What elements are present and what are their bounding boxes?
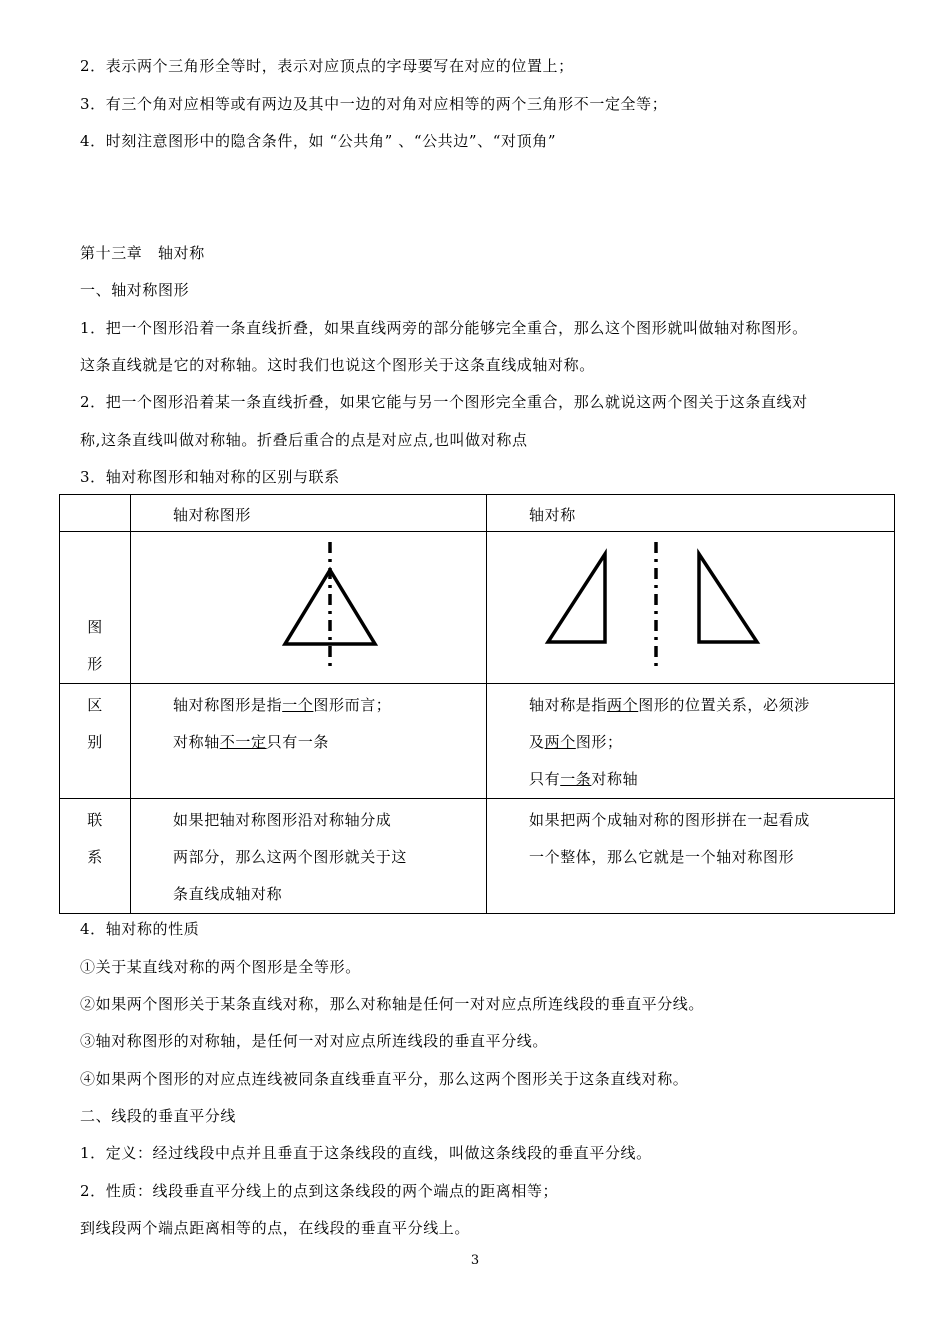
difference-axisymmetric-line-1: 轴对称图形是指一个图形而言； bbox=[173, 696, 392, 714]
row-label-figure-char-2: 形 bbox=[87, 655, 103, 673]
isosceles-triangle bbox=[285, 570, 375, 644]
connection-axisymmetric-line-3: 条直线成轴对称 bbox=[173, 885, 283, 903]
row-label-figure-char-1: 图 bbox=[87, 618, 103, 636]
table-header-row bbox=[60, 495, 895, 532]
page-number: 3 bbox=[470, 1253, 480, 1268]
connection-axial-symmetry-line-2: 一个整体，那么它就是一个轴对称图形 bbox=[529, 848, 795, 866]
definition-2-line-1: 2．把一个图形沿着某一条直线折叠，如果它能与另一个图形完全重合，那么就说这两个图关于这条直线对 bbox=[80, 393, 808, 411]
header-empty-cell bbox=[60, 495, 131, 532]
connection-axisymmetric-cell bbox=[131, 799, 487, 914]
right-right-triangle bbox=[699, 554, 757, 642]
note-2: 2．表示两个三角形全等时，表示对应顶点的字母要写在对应的位置上； bbox=[80, 57, 574, 75]
properties-title: 4．轴对称的性质 bbox=[80, 920, 200, 938]
property-item-4: ④如果两个图形的对应点连线被同条直线垂直平分，那么这两个图形关于这条直线对称。 bbox=[80, 1070, 689, 1088]
table-row-figure bbox=[60, 532, 895, 684]
row-label-connection-char-1: 联 bbox=[87, 811, 103, 829]
definition-2-line-2: 称,这条直线叫做对称轴。折叠后重合的点是对应点,也叫做对称点 bbox=[80, 431, 528, 449]
connection-axisymmetric-line-2: 两部分，那么这两个图形就关于这 bbox=[173, 848, 408, 866]
table-row-connection bbox=[60, 799, 895, 914]
connection-axisymmetric-line-1: 如果把轴对称图形沿对称轴分成 bbox=[173, 811, 392, 829]
figure-axial-symmetry-cell bbox=[487, 532, 895, 684]
comparison-heading: 3．轴对称图形和轴对称的区别与联系 bbox=[80, 468, 340, 486]
figure-axisymmetric-cell bbox=[131, 532, 487, 684]
header-axial-symmetry-label: 轴对称 bbox=[529, 506, 576, 524]
row-label-difference-char-2: 别 bbox=[87, 733, 103, 751]
left-right-triangle bbox=[548, 554, 605, 642]
perpendicular-bisector-property: 2．性质：线段垂直平分线上的点到这条线段的两个端点的距离相等； bbox=[80, 1182, 559, 1200]
difference-axial-symmetry-line-2: 及两个图形； bbox=[529, 733, 623, 751]
row-label-connection bbox=[60, 799, 131, 914]
comparison-table bbox=[59, 494, 895, 914]
difference-axisymmetric-line-2: 对称轴不一定只有一条 bbox=[173, 733, 330, 751]
perpendicular-bisector-definition: 1．定义：经过线段中点并且垂直于这条线段的直线，叫做这条线段的垂直平分线。 bbox=[80, 1144, 652, 1162]
property-item-1: ①关于某直线对称的两个图形是全等形。 bbox=[80, 958, 361, 976]
difference-axial-symmetry-line-3: 只有一条对称轴 bbox=[529, 770, 639, 788]
perpendicular-bisector-converse: 到线段两个端点距离相等的点，在线段的垂直平分线上。 bbox=[80, 1219, 471, 1237]
section-2-title: 二、线段的垂直平分线 bbox=[80, 1107, 237, 1125]
definition-1-line-2: 这条直线就是它的对称轴。这时我们也说这个图形关于这条直线成轴对称。 bbox=[80, 356, 595, 374]
property-item-3: ③轴对称图形的对称轴，是任何一对对应点所连线段的垂直平分线。 bbox=[80, 1032, 549, 1050]
difference-axial-symmetry-cell bbox=[487, 684, 895, 799]
section-1-title: 一、轴对称图形 bbox=[80, 281, 190, 299]
difference-axisymmetric-cell bbox=[131, 684, 487, 799]
note-3: 3．有三个角对应相等或有两边及其中一边的对角对应相等的两个三角形不一定全等； bbox=[80, 95, 668, 113]
connection-axial-symmetry-cell bbox=[487, 799, 895, 914]
isosceles-triangle-with-axis-diagram bbox=[131, 532, 487, 682]
header-axisymmetric-figure-label: 轴对称图形 bbox=[173, 506, 252, 524]
row-label-difference bbox=[60, 684, 131, 799]
header-axisymmetric-figure bbox=[131, 495, 487, 532]
note-4: 4．时刻注意图形中的隐含条件，如 “公共角” 、“公共边”、“对顶角” bbox=[80, 132, 557, 150]
two-right-triangles-with-axis-diagram bbox=[487, 532, 895, 682]
row-label-difference-char-1: 区 bbox=[87, 696, 103, 714]
property-item-2: ②如果两个图形关于某条直线对称，那么对称轴是任何一对对应点所连线段的垂直平分线。 bbox=[80, 995, 705, 1013]
difference-axial-symmetry-line-1: 轴对称是指两个图形的位置关系，必须涉 bbox=[529, 696, 810, 714]
chapter-title: 第十三章 轴对称 bbox=[80, 244, 205, 262]
definition-1-line-1: 1．把一个图形沿着一条直线折叠，如果直线两旁的部分能够完全重合，那么这个图形就叫做轴对称图形。 bbox=[80, 319, 808, 337]
row-label-connection-char-2: 系 bbox=[87, 848, 103, 866]
table-row-difference bbox=[60, 684, 895, 799]
connection-axial-symmetry-line-1: 如果把两个成轴对称的图形拼在一起看成 bbox=[529, 811, 810, 829]
header-axial-symmetry bbox=[487, 495, 895, 532]
row-label-figure bbox=[60, 532, 131, 684]
